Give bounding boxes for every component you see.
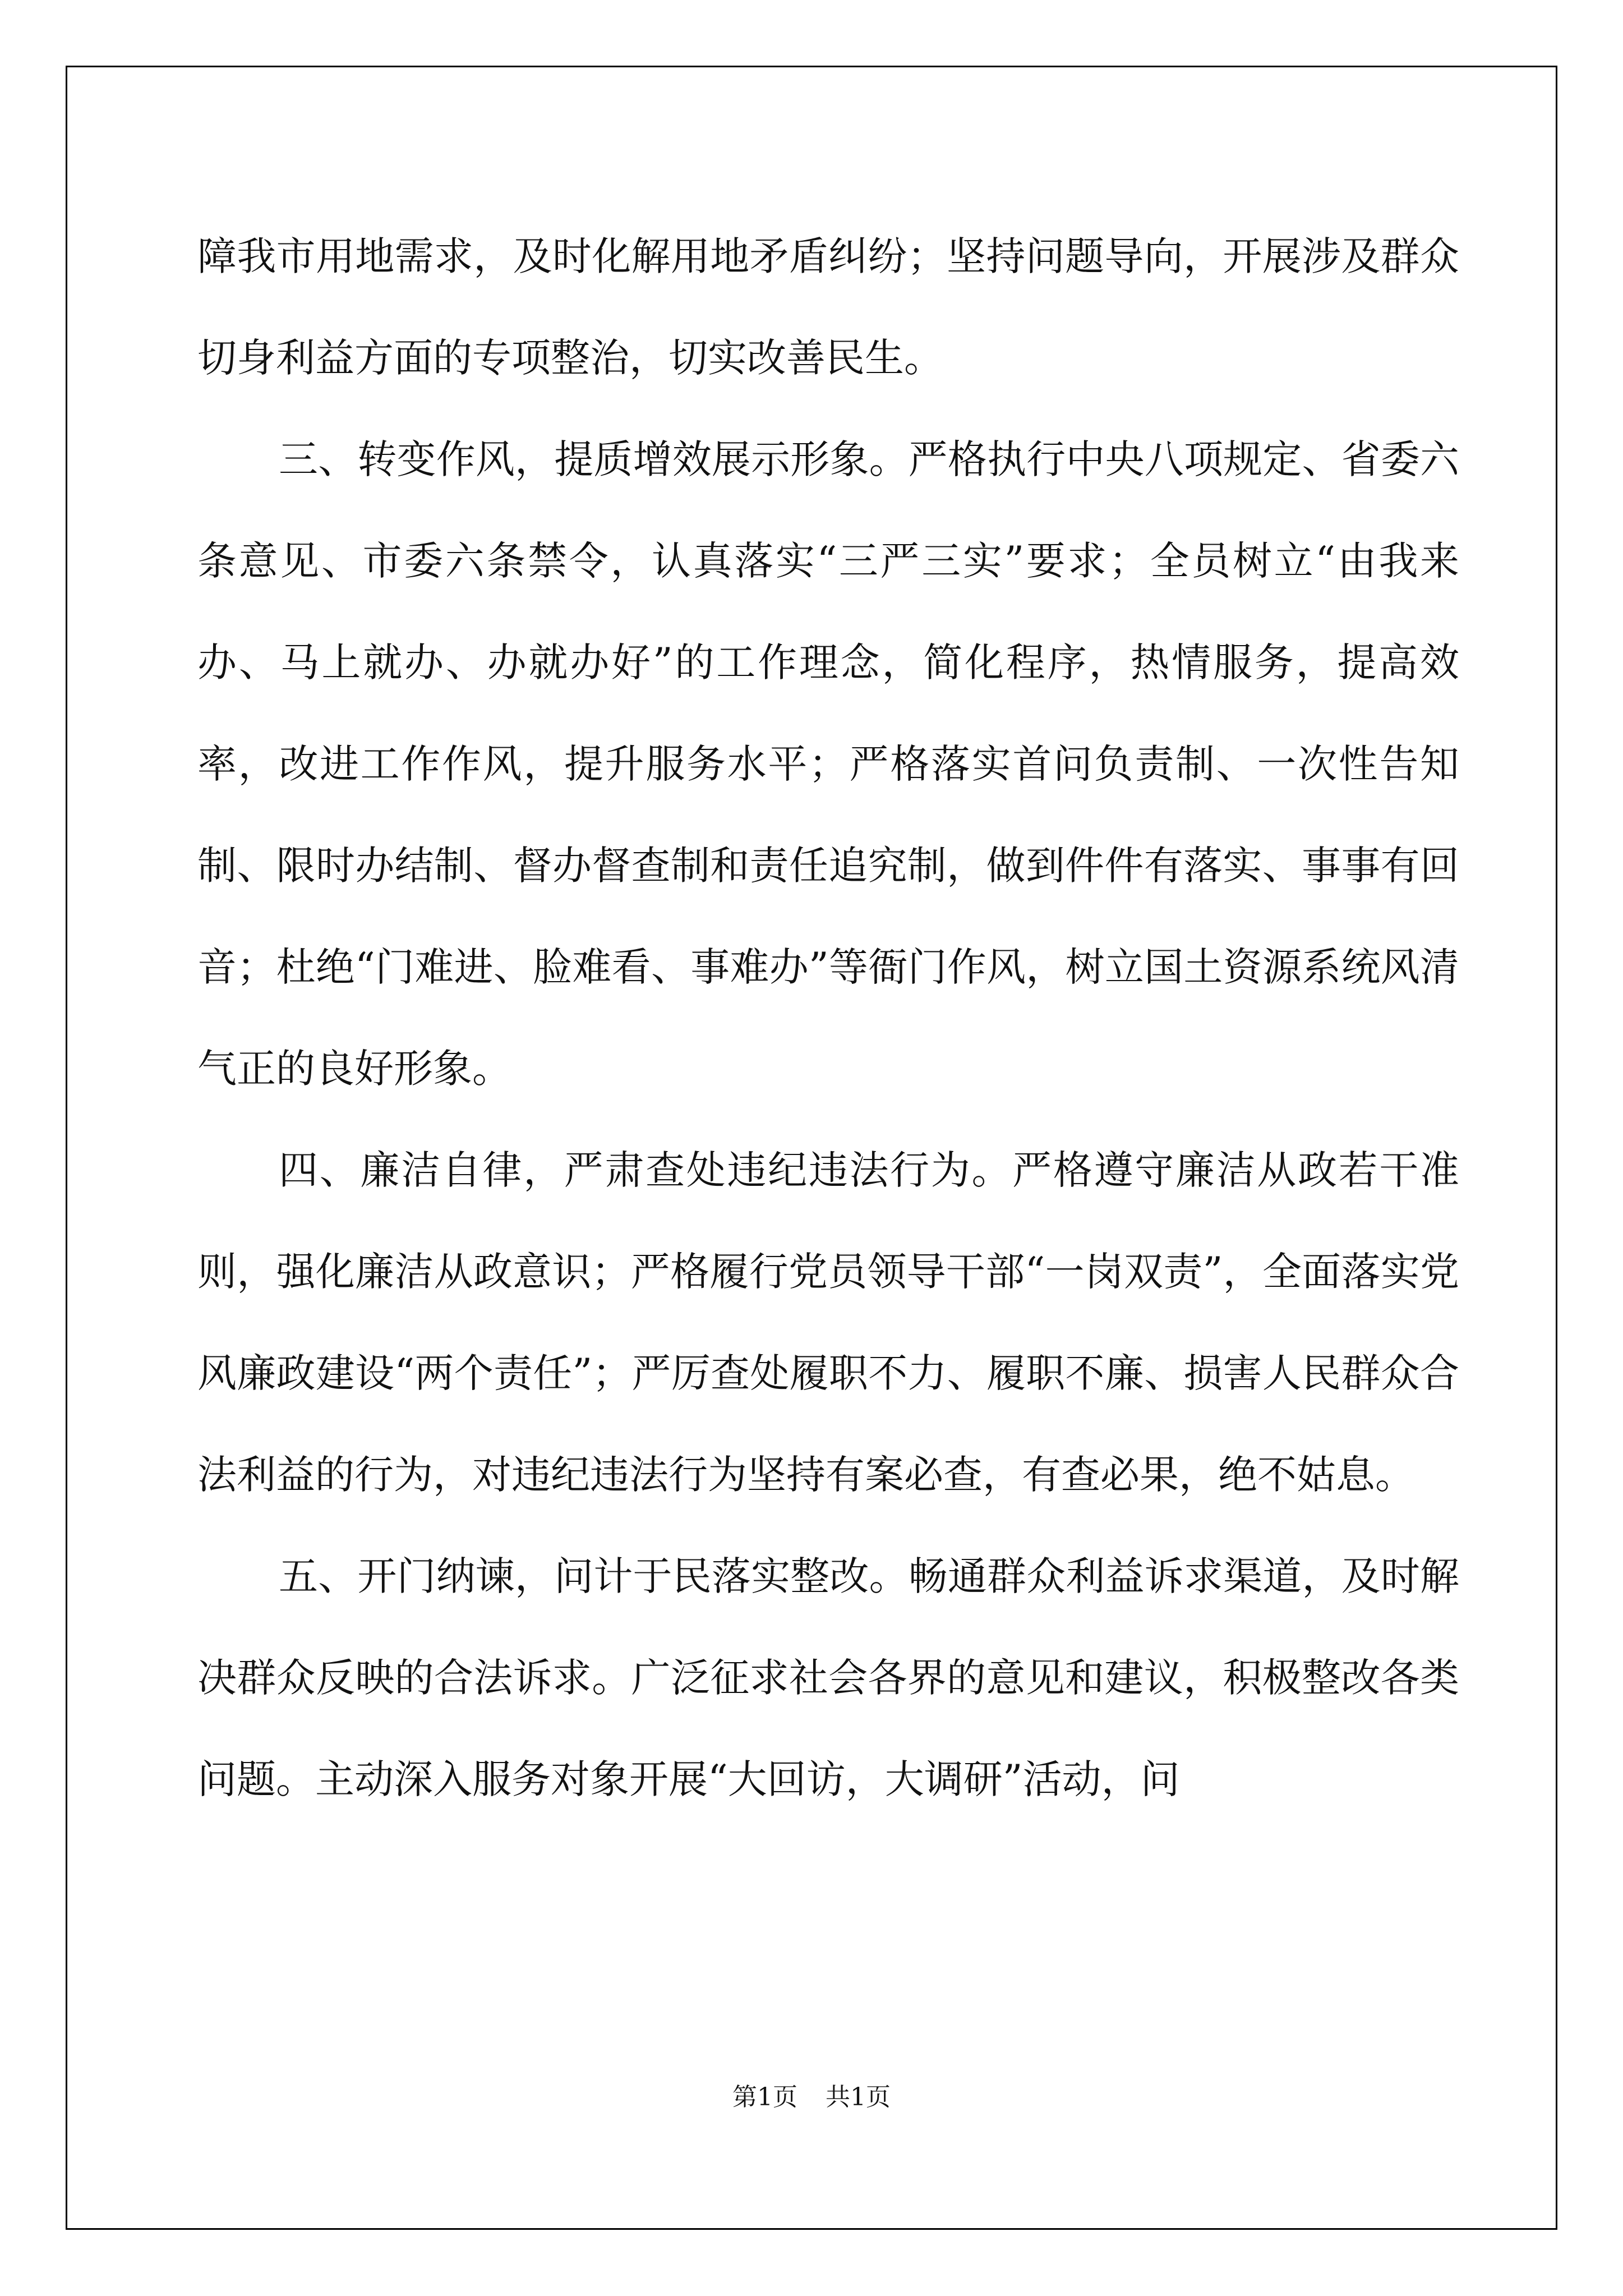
document-body — [197, 206, 1459, 1830]
page-total: 共1页 — [826, 2083, 891, 2111]
paragraph-section-three: 三、转变作风，提质增效展示形象。严格执行中央八项规定、省委六条意见、市委六条禁令，认真落实“三严三实”要求；全员树立“由我来办、马上就办、办就办好”的工作理念，简化程序，热情服务，提高效率，改进工作作风，提升服务水平；严格落实首问负责制、一次性告知制、限时办结制、督办督查制和责任追究制，做到件件有落实、事事有回音；杜绝“门难进、脸难看、事难办”等衙门作风，树立国土资源系统风清气正的良好形象。 — [197, 436, 1459, 1092]
paragraph-section-four: 四、廉洁自律，严肃查处违纪违法行为。严格遵守廉洁从政若干准则，强化廉洁从政意识；严格履行党员领导干部“一岗双责”，全面落实党风廉政建设“两个责任”；严厉查处履职不力、履职不廉、损害人民群众合法利益的行为，对违纪违法行为坚持有案必查，有查必果，绝不姑息。 — [197, 1147, 1459, 1498]
paragraph-section-five: 五、开门纳谏，问计于民落实整改。畅通群众利益诉求渠道，及时解决群众反映的合法诉求。广泛征求社会各界的意见和建议，积极整改各类问题。主动深入服务对象开展“大回访，大调研”活动，问 — [197, 1553, 1459, 1802]
page-number: 第1页 — [732, 2083, 797, 2111]
page-footer — [0, 2077, 1623, 2113]
paragraph-continued: 障我市用地需求，及时化解用地矛盾纠纷；坚持问题导向，开展涉及群众切身利益方面的专项整治，切实改善民生。 — [197, 233, 1459, 381]
